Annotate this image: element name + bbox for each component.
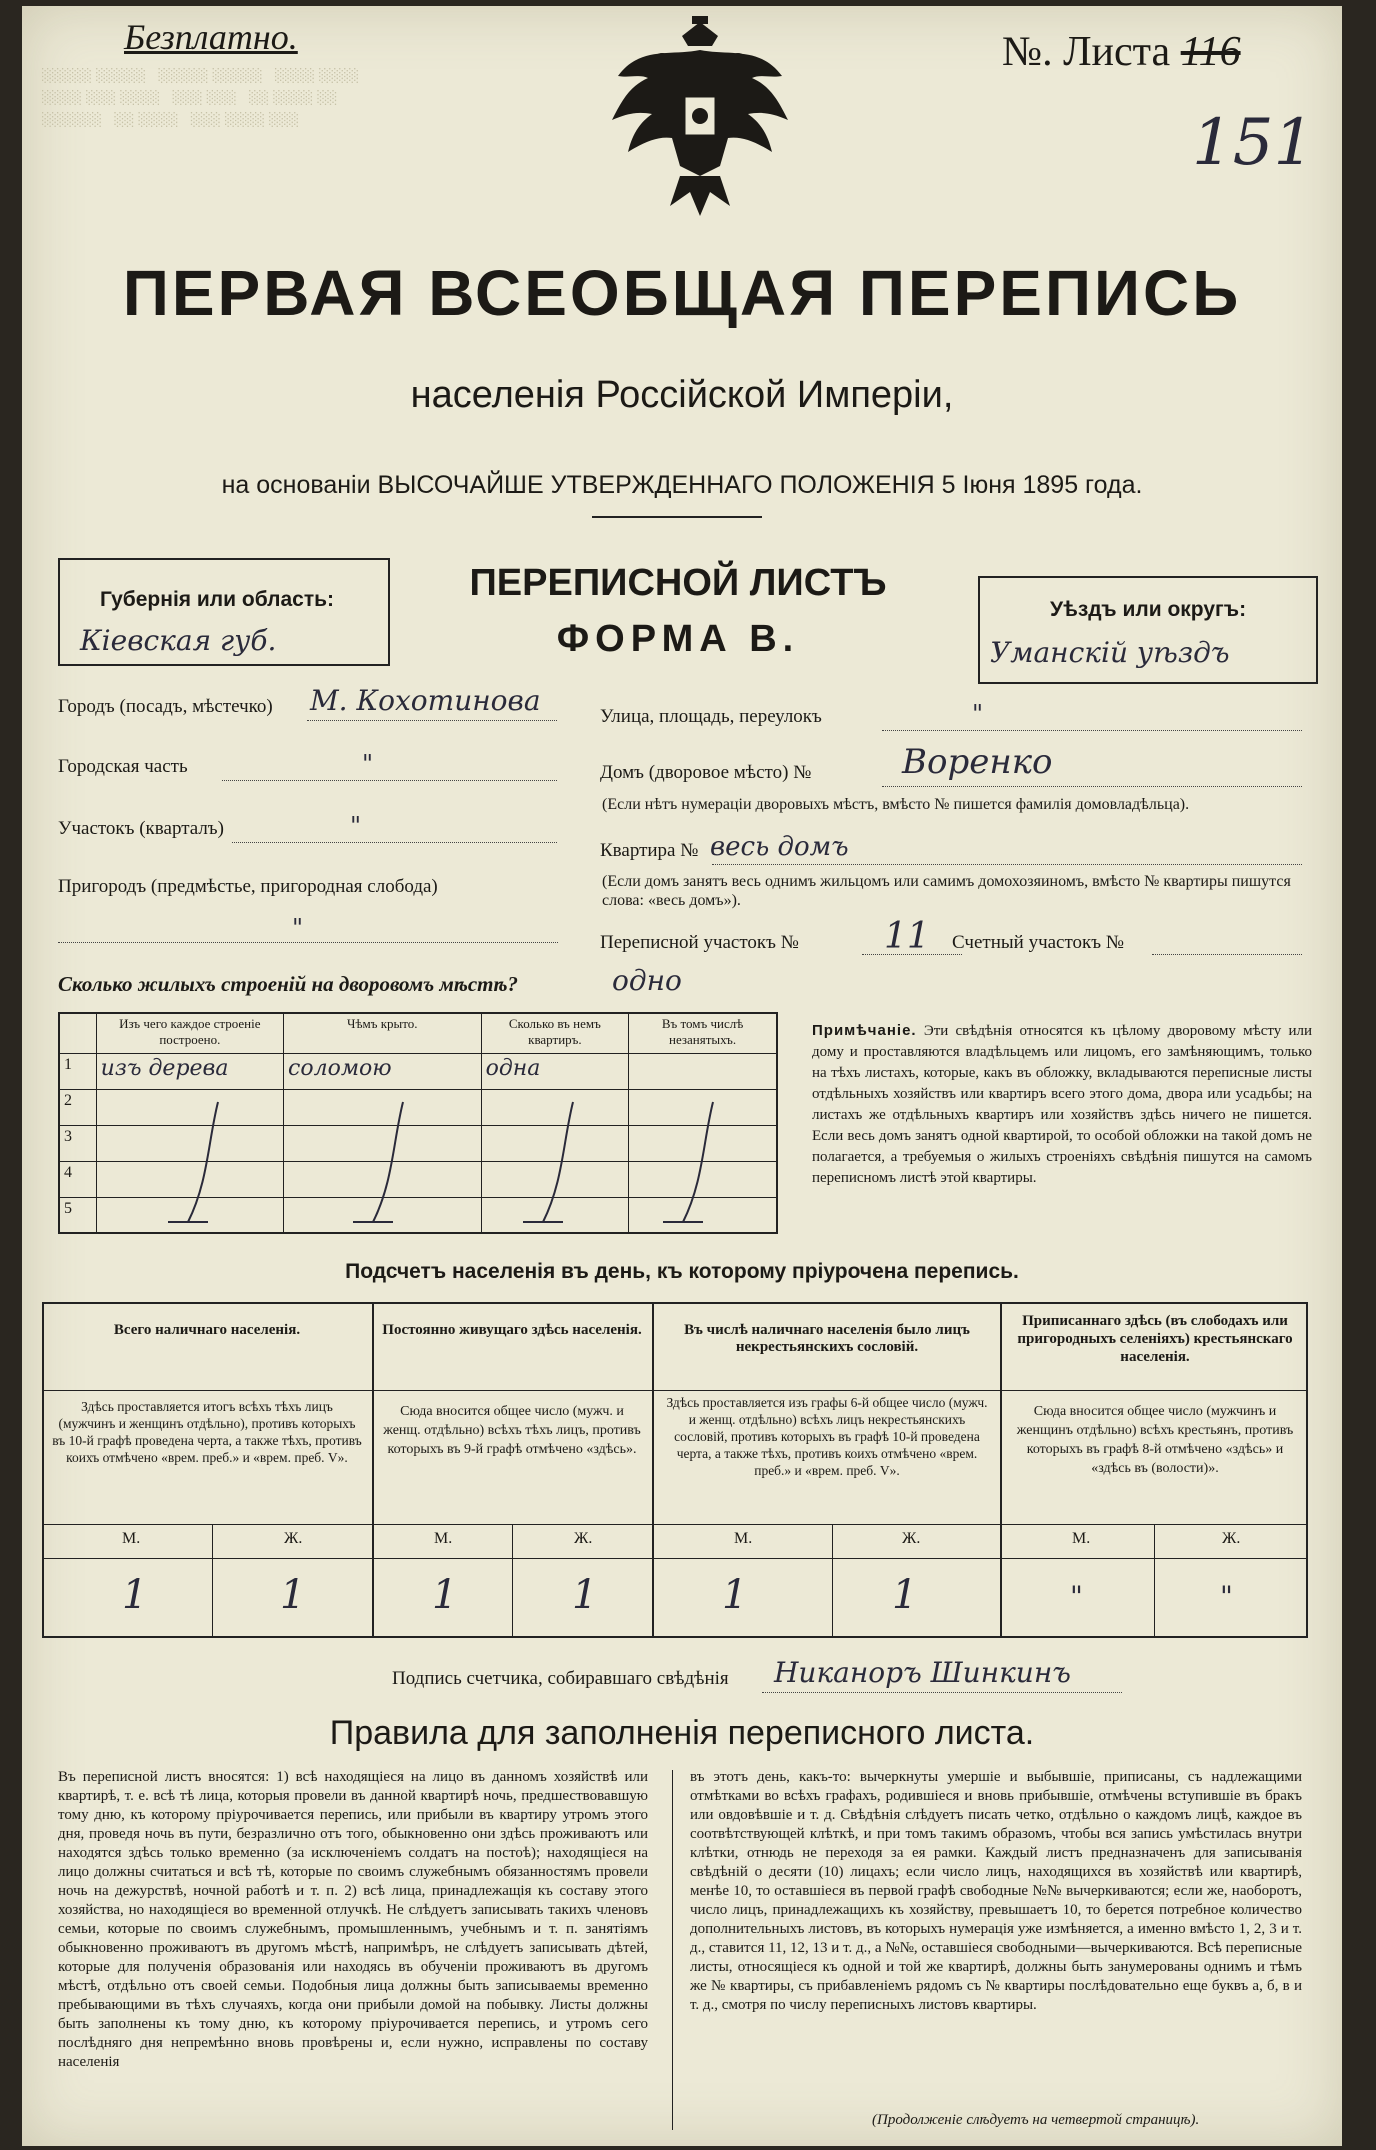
- row-number: 1: [59, 1053, 96, 1089]
- apartment-note: (Если домъ занятъ весь однимъ жильцомъ или самимъ домохозяиномъ, вмѣсто № квартиры пишутся слова: «весь домъ»).: [602, 873, 1291, 909]
- count-col-2-head: Постоянно живущаго здѣсь населенія.: [382, 1322, 642, 1338]
- province-label: Губернія или область:: [100, 588, 335, 611]
- apartment-value: весь домъ: [710, 832, 849, 862]
- rules-left-column: Въ переписной листъ вносятся: 1) всѣ находящіеся на лицо въ данномъ хозяйствѣ или квартирѣ, т. е. всѣ тѣ лица, которыя провели въ данной квартирѣ ночь, предшествовавшую тому дню, къ которому пріурочивается перепись, или прибыли въ квартиру утромъ этого дня, проведя ночь въ пути, безразлично отъ того, обыкновенно они здѣсь проживаютъ или находятся здѣсь только временно (за исключеніемъ солдатъ на постоѣ); находящіеся на лицо должны считаться и всѣ тѣ, которые по своимъ служебнымъ обязанностямъ провели ночь на дежурствѣ, ночной работѣ и т. п. 2) всѣ лица, принадлежащія къ составу этого хозяйства, но находящіеся во временной отлучкѣ. Не слѣдуетъ записывать такихъ членовъ семьи, которые по своимъ служебнымъ, промышленнымъ, учебнымъ и т. п. занятіямъ обыкновенно проживаютъ въ другомъ мѣстѣ, напримѣръ, не слѣдуетъ записывать дѣтей, которые для полученія образованія или находясь въ обученіи проживаютъ въ другомъ мѣстѣ, отдѣльно отъ своей семьи. Подобныя лица должны быть записываемы временно пребывающими въ тѣхъ случаяхъ, когда они прибыли домой на побывку. Листы должны быть заполнены къ тому дню, къ которому пріурочивается перепись, и утромъ сего послѣдняго дня непремѣнно вновь провѣрены и, если нужно, исправлены по составу населенія: [58, 1769, 648, 2070]
- house-value: Воренко: [902, 742, 1053, 782]
- count-col-3-f-label: Ж.: [902, 1530, 921, 1547]
- count-col-3-m: 1: [722, 1572, 748, 1618]
- building-roof: соломою: [284, 1053, 482, 1089]
- house-label: Домъ (дворовое мѣсто) №: [600, 762, 812, 783]
- signature-label: Подпись счетчика, собиравшаго свѣдѣнія: [392, 1668, 729, 1689]
- sheet-number-struck: 116: [1180, 29, 1241, 75]
- street-label: Улица, площадь, переулокъ: [600, 706, 822, 727]
- building-apartments: одна: [481, 1053, 629, 1089]
- table-row: [59, 1053, 777, 1089]
- rules-continued: (Продолженіе слѣдуетъ на четвертой страницѣ).: [872, 2112, 1200, 2128]
- count-col-1-m: 1: [122, 1572, 148, 1618]
- count-col-2-f: 1: [572, 1572, 598, 1618]
- city-part-label: Городская часть: [58, 756, 188, 777]
- buildings-header-apartments: Сколько въ немъ квартиръ.: [481, 1013, 629, 1053]
- apartment-label: Квартира №: [600, 840, 699, 861]
- house-note: (Если нѣтъ нумераціи дворовыхъ мѣстъ, вмѣсто № пишется фамилія домовладѣльца).: [602, 796, 1190, 813]
- rules-right-column: въ этотъ день, какъ-то: вычеркнуты умершіе и выбывшіе, приписаны, съ надлежащими отмѣтками во всѣхъ графахъ, родившіеся и вновь прибывшіе, отмѣчены вступившіе въ бракъ или овдовѣвшіе и т. д. Свѣдѣнія слѣдуетъ писать четко, отдѣльно о каждомъ лицѣ, каждое въ соотвѣтствующей клѣткѣ, и при томъ такимъ образомъ, чтобы вся запись умѣстилась внутри клѣтки, отнюдь не переходя за ея рамки. Каждый листъ предназначенъ для записыванія свѣдѣній о десяти (10) лицахъ; если число лицъ, находящихся въ хозяйствѣ или квартирѣ, менѣе 10, то оставшіеся въ первой графѣ свободные №№ вычеркиваются; если же, наоборотъ, число лицъ, принадлежащихъ къ хозяйству, превышаетъ 10, то берется потребное количество дополнительныхъ листовъ, въ которыхъ нумерація уже измѣняется, а именно вмѣсто 1, 2, 3 и т. д., ставится 11, 12, 13 и т. д., а №№, оставшіеся свободными—вычеркиваются. Всѣ переписные листы, относящіеся къ одной и той же квартирѣ, должны быть занумерованы однимъ и тѣмъ же № квартиры, съ прибавленіемъ рядомъ съ № квартиры послѣдовательно еще буквъ а, б, в и т. д., смотря по числу переписныхъ листовъ квартиры.: [690, 1769, 1302, 2013]
- precinct-value: ": [350, 812, 362, 840]
- count-col-3-f: 1: [892, 1572, 918, 1618]
- sheet-number-handwritten: 151: [1192, 106, 1315, 180]
- buildings-question: Сколько жилыхъ строеній на дворовомъ мѣстѣ?: [58, 972, 519, 996]
- buildings-answer: одно: [612, 964, 682, 997]
- sheet-number-label: №. Листа 116: [1002, 29, 1241, 75]
- district-label: Уѣздъ или округъ:: [1050, 598, 1247, 621]
- count-title: Подсчетъ населенія въ день, къ которому пріурочена перепись.: [345, 1260, 1019, 1283]
- buildings-header-roof: Чѣмъ крыто.: [284, 1013, 482, 1053]
- city-label: Городъ (посадъ, мѣстечко): [58, 696, 273, 717]
- buildings-note: Примѣчаніе. Эти свѣдѣнія относятся къ цѣлому дворовому мѣсту или дому и проставляются владѣльцемъ или лицомъ, его замѣняющимъ, только на тѣхъ листахъ, которые, какъ въ обложку, вкладываются переписные листы отдѣльныхъ хозяйствъ или квартиръ всего этого дома, двора или усадьбы; на листахъ же отдѣльныхъ квартиръ или хозяйствъ здѣсь ничего не пишется. Если весь домъ занятъ одной квартирой, то особой обложки на такой домъ не полагается, а требуемыя о жилыхъ строеніяхъ свѣдѣнія пишутся на самомъ переписномъ листѣ этой квартиры.: [812, 1022, 1313, 1186]
- count-col-2-desc: Сюда вносится общее число (мужч. и женщ. отдѣльно) всѣхъ тѣхъ лицъ, противъ которыхъ въ 9-й графѣ отмѣчено «здѣсь».: [383, 1404, 641, 1457]
- free-label: Безплатно.: [124, 17, 298, 57]
- count-col-2-m: 1: [432, 1572, 458, 1618]
- count-col-3-desc: Здѣсь проставляется изъ графы 6-й общее число (мужч. и женщ. отдѣльно) всѣхъ лицъ некрестьянскихъ сословій, противъ которыхъ въ графѣ 10-й проведена черта, а также тѣхъ, противъ коихъ отмѣчено «врем. преб.» и «врем. преб. V».: [666, 1395, 988, 1478]
- main-title: ПЕРВАЯ ВСЕОБЩАЯ ПЕРЕПИСЬ: [122, 257, 1242, 329]
- count-col-1-m-label: М.: [122, 1530, 141, 1547]
- count-col-3-head: Въ числѣ наличнаго населенія было лицъ некрестьянскихъ сословій.: [684, 1322, 970, 1355]
- signature-value: Никаноръ Шинкинъ: [774, 1656, 1071, 1689]
- subtitle: населенія Россійской Имперіи,: [410, 374, 954, 416]
- rules-title: Правила для заполненія переписного листа.: [329, 1714, 1035, 1752]
- city-part-value: ": [362, 750, 374, 778]
- census-area-value: 11: [884, 916, 930, 957]
- district-value: Уманскій уѣздъ: [990, 636, 1230, 669]
- province-value: Кіевская губ.: [80, 624, 277, 657]
- count-col-2-f-label: Ж.: [574, 1530, 593, 1547]
- basis-line: на основаніи ВЫСОЧАЙШЕ УТВЕРЖДЕННАГО ПОЛОЖЕНІЯ 5 Іюня 1895 года.: [221, 471, 1143, 499]
- census-sheet: [22, 6, 1342, 2146]
- coat-of-arms-icon: [600, 16, 800, 226]
- buildings-header-material: Изъ чего каждое строеніе построено.: [96, 1013, 283, 1053]
- suburb-label: Пригородъ (предмѣстье, пригородная слобода): [58, 876, 438, 897]
- divider: [592, 516, 762, 518]
- province-box: [58, 558, 388, 666]
- count-col-1-f-label: Ж.: [284, 1530, 303, 1547]
- row-number: 4: [59, 1161, 96, 1197]
- row-number: 5: [59, 1197, 96, 1233]
- count-col-4-m: ": [1070, 1580, 1083, 1613]
- buildings-header-vacant: Въ томъ числѣ незанятыхъ.: [629, 1013, 777, 1053]
- row-number: 3: [59, 1125, 96, 1161]
- census-area-label: Переписной участокъ №: [600, 932, 799, 953]
- suburb-value: ": [292, 914, 304, 942]
- count-col-1-head: Всего наличнаго населенія.: [113, 1322, 301, 1338]
- building-material: изъ дерева: [96, 1053, 283, 1089]
- form-letter: ФОРМА В.: [556, 618, 800, 660]
- count-col-4-head: Приписаннаго здѣсь (въ слободахъ или пригородныхъ селеніяхъ) крестьянскаго населенія.: [1017, 1313, 1293, 1365]
- ditto-marks: [58, 1092, 778, 1232]
- building-vacant: [629, 1053, 777, 1089]
- count-col-1-desc: Здѣсь проставляется итогъ всѣхъ тѣхъ лицъ (мужчинъ и женщинъ отдѣльно), противъ которыхъ въ 10-й графѣ проведена черта, а также тѣхъ, противъ коихъ отмѣчено «врем. преб.» и «врем. преб. V».: [52, 1399, 362, 1465]
- count-col-4-f-label: Ж.: [1222, 1530, 1241, 1547]
- street-value: ": [972, 700, 984, 728]
- count-col-4-m-label: М.: [1072, 1530, 1091, 1547]
- precinct-label: Участокъ (кварталъ): [58, 818, 224, 839]
- count-col-1-f: 1: [280, 1572, 306, 1618]
- count-col-4-f: ": [1220, 1580, 1233, 1613]
- count-col-4-desc: Сюда вносится общее число (мужчинъ и женщинъ отдѣльно) всѣхъ крестьянъ, противъ которыхъ въ графѣ 8-й отмѣчено «здѣсь» и «здѣсь въ (волости)».: [1016, 1404, 1294, 1476]
- row-number: 2: [59, 1089, 96, 1125]
- count-col-3-m-label: М.: [734, 1530, 753, 1547]
- count-area-label: Счетный участокъ №: [952, 932, 1124, 953]
- count-col-2-m-label: М.: [434, 1530, 453, 1547]
- city-value: М. Кохотинова: [310, 684, 541, 717]
- district-box: [978, 576, 1318, 684]
- sheet-title: ПЕРЕПИСНОЙ ЛИСТЪ: [469, 562, 887, 604]
- bleed-through: ░░░░░ ░░░░░ ░░░░░ ░░░░░ ░░░░ ░░░░ ░░░░ ░░░ ░░░░ ░░░ ░░░ ░░ ░░░░ ░░ ░░░░░░ ░░ ░░░░ ░░░ ░░░░ ░░░: [42, 69, 360, 128]
